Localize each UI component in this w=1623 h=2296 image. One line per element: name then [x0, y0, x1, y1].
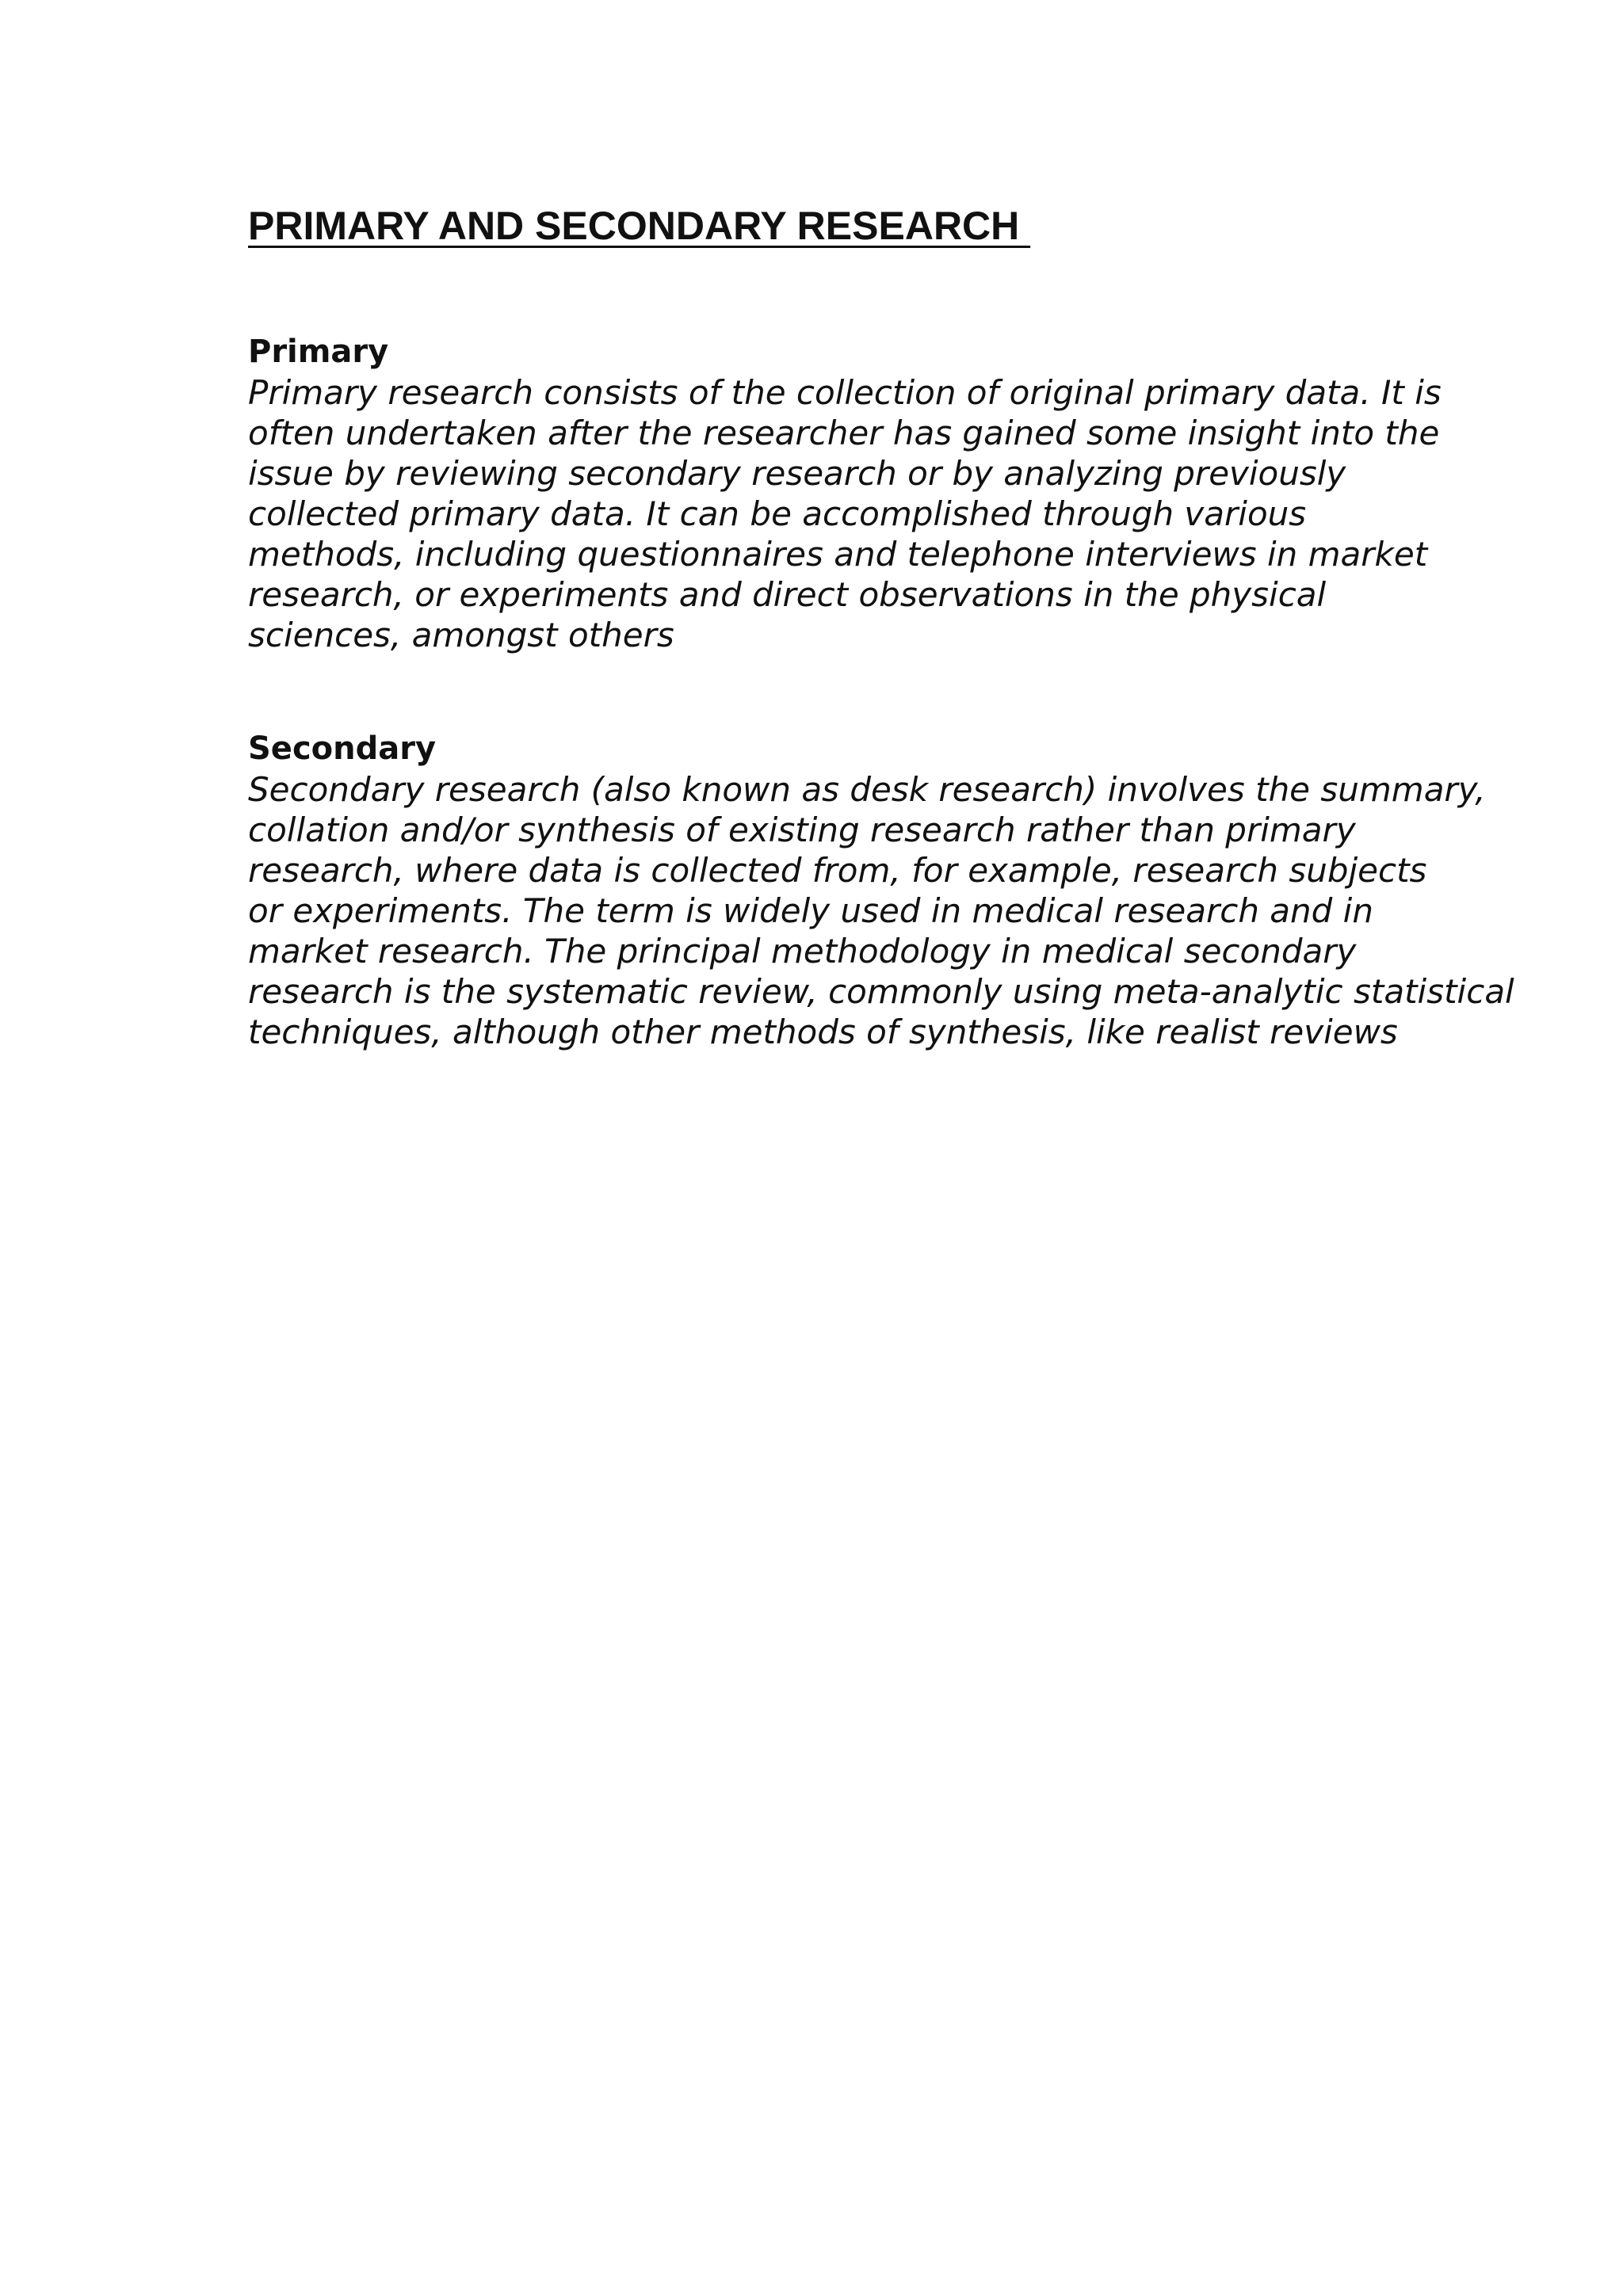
body-line: collation and/or synthesis of existing research rather than primary: [248, 810, 1356, 849]
body-line: methods, including questionnaires and telephone interviews in market: [248, 535, 1428, 574]
body-line: research, or experiments and direct observations in the physical: [248, 575, 1327, 614]
body-line: research is the systematic review, commonly using meta-analytic statistical: [248, 972, 1514, 1011]
body-line: techniques, although other methods of synthesis, like realist reviews: [248, 1013, 1398, 1051]
body-line: Secondary research (also known as desk research) involves the summary,: [248, 770, 1486, 809]
body-line: sciences, amongst others: [248, 616, 674, 654]
body-line: often undertaken after the researcher has gained some insight into the: [248, 414, 1440, 452]
section-primary: [248, 331, 1442, 655]
page-title: PRIMARY AND SECONDARY RESEARCH: [248, 204, 1031, 248]
section-heading-primary: Primary: [248, 334, 389, 370]
section-body-primary: [248, 372, 1442, 655]
body-line: or experiments. The term is widely used in medical research and in: [248, 891, 1373, 930]
body-line: market research. The principal methodology in medical secondary: [248, 932, 1357, 971]
section-body-secondary: [248, 769, 1514, 1052]
section-secondary: [248, 728, 1514, 1052]
body-line: issue by reviewing secondary research or by analyzing previously: [248, 454, 1346, 493]
body-line: research, where data is collected from, for example, research subjects: [248, 851, 1427, 890]
body-line: collected primary data. It can be accomplished through various: [248, 494, 1307, 533]
section-heading-secondary: Secondary: [248, 730, 437, 767]
body-line: Primary research consists of the collection of original primary data. It is: [248, 373, 1442, 412]
